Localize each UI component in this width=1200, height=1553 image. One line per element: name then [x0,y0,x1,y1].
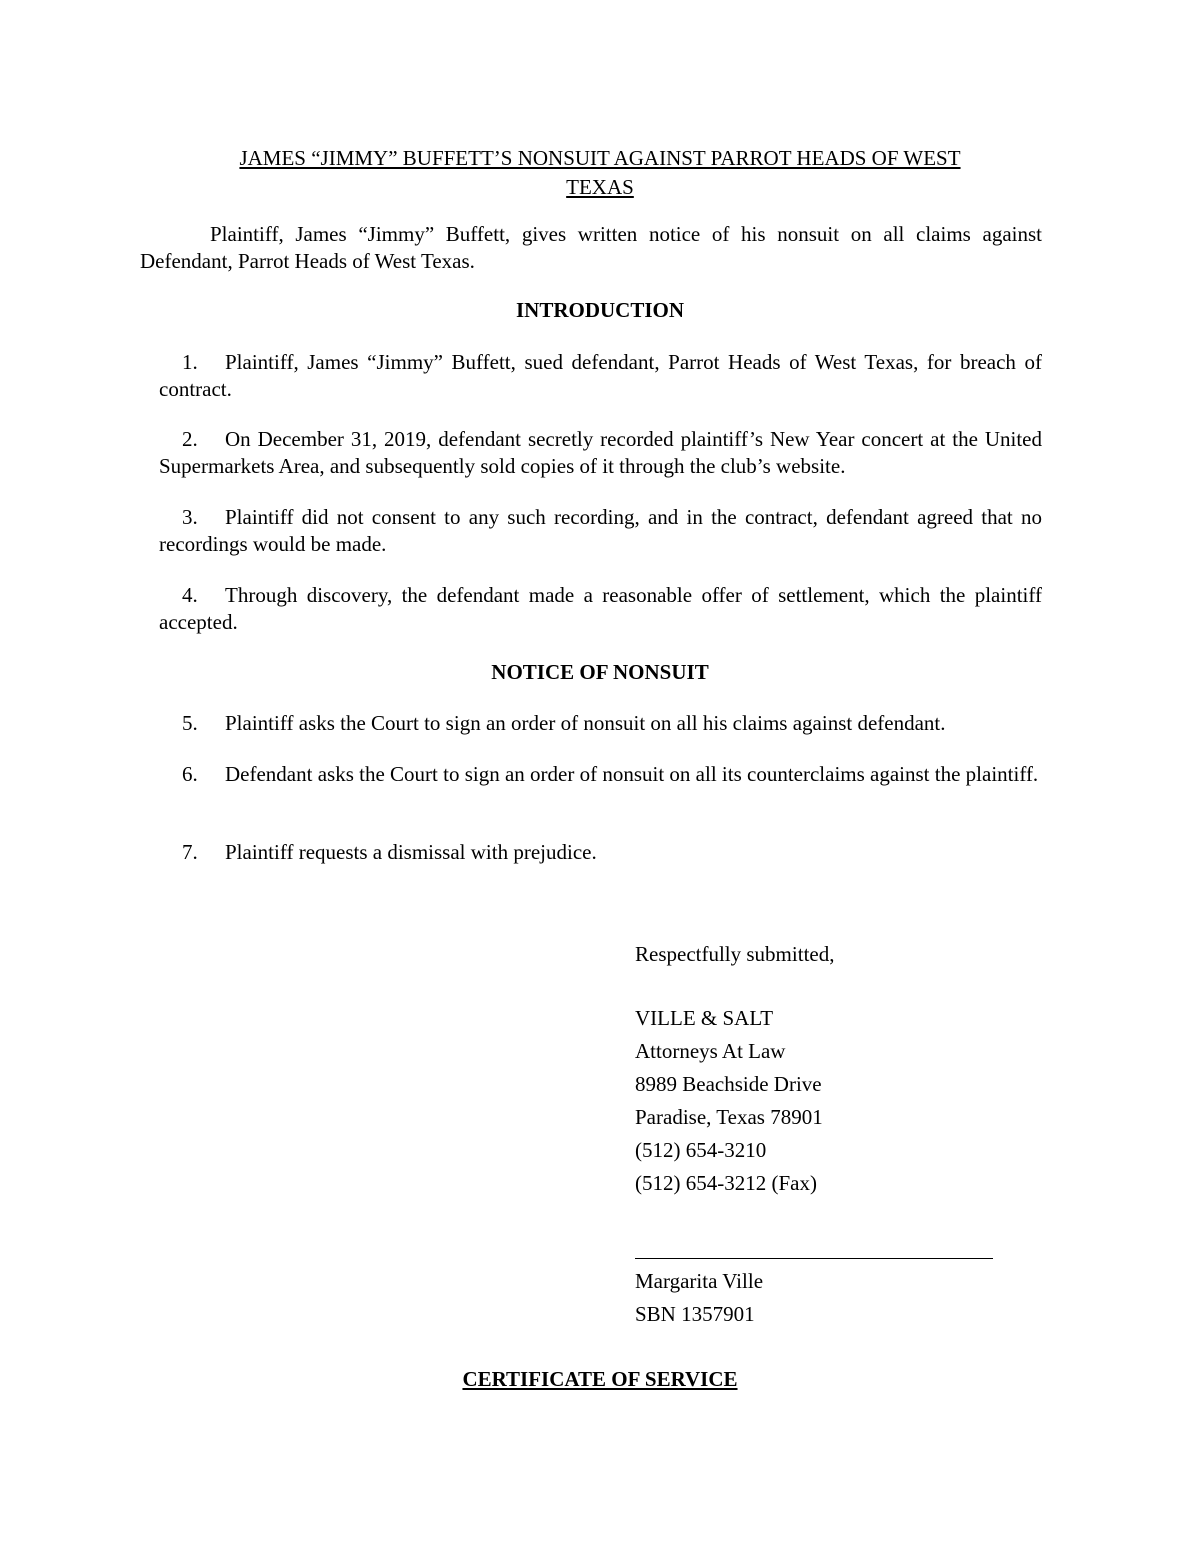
item-text: Defendant asks the Court to sign an order of nonsuit on all its counterclaims against the plaintiff. [225,762,1039,786]
numbered-item [159,426,1042,480]
fax-number: (512) 654-3212 (Fax) [635,1171,817,1195]
item-text: Plaintiff, James “Jimmy” Buffett, sued defendant, Parrot Heads of West Texas, for breach of contract. [159,350,1042,401]
numbered-item [159,761,1042,788]
firm-block [635,1002,1055,1200]
bar-number: SBN 1357901 [635,1302,755,1326]
signer-name: Margarita Ville [635,1269,764,1293]
item-number: 7. [182,840,198,864]
signer-block [635,1265,1055,1331]
firm-name: VILLE & SALT [635,1006,774,1030]
certificate-of-service-heading: CERTIFICATE OF SERVICE [462,1367,738,1391]
opening-paragraph: Plaintiff, James “Jimmy” Buffett, gives written notice of his nonsuit on all claims against Defendant, Parrot Heads of West Texas. [140,222,1042,273]
address-line-1: 8989 Beachside Drive [635,1072,822,1096]
address-line-2: Paradise, Texas 78901 [635,1105,823,1129]
signature-line [635,1258,993,1259]
numbered-item [159,504,1042,558]
item-number: 6. [182,762,198,786]
item-number: 2. [182,427,198,451]
item-number: 4. [182,583,198,607]
signature-closing [635,938,1055,971]
item-number: 3. [182,505,198,529]
title-line-1: JAMES “JIMMY” BUFFETT’S NONSUIT AGAINST PARROT HEADS OF WEST [239,146,961,170]
introduction-heading: INTRODUCTION [515,298,685,322]
item-text: Plaintiff requests a dismissal with prejudice. [225,840,597,864]
numbered-item [159,582,1042,636]
numbered-item [159,839,1042,866]
document-title [140,144,1060,202]
closing-text: Respectfully submitted, [635,942,835,966]
numbered-item [159,710,1042,737]
item-text: Through discovery, the defendant made a reasonable offer of settlement, which the plaintiff accepted. [159,583,1042,634]
item-number: 5. [182,711,198,735]
title-line-2: TEXAS [566,175,634,199]
item-text: Plaintiff did not consent to any such recording, and in the contract, defendant agreed that no recordings would be made. [159,505,1042,556]
numbered-item [159,349,1042,403]
notice-of-nonsuit-heading: NOTICE OF NONSUIT [491,660,709,684]
item-text: Plaintiff asks the Court to sign an order of nonsuit on all his claims against defendant. [225,711,946,735]
firm-subtitle: Attorneys At Law [635,1039,786,1063]
item-number: 1. [182,350,198,374]
phone-number: (512) 654-3210 [635,1138,767,1162]
item-text: On December 31, 2019, defendant secretly recorded plaintiff’s New Year concert at the United Supermarkets Area, and subsequently sold copies of it through the club’s website. [159,427,1042,478]
